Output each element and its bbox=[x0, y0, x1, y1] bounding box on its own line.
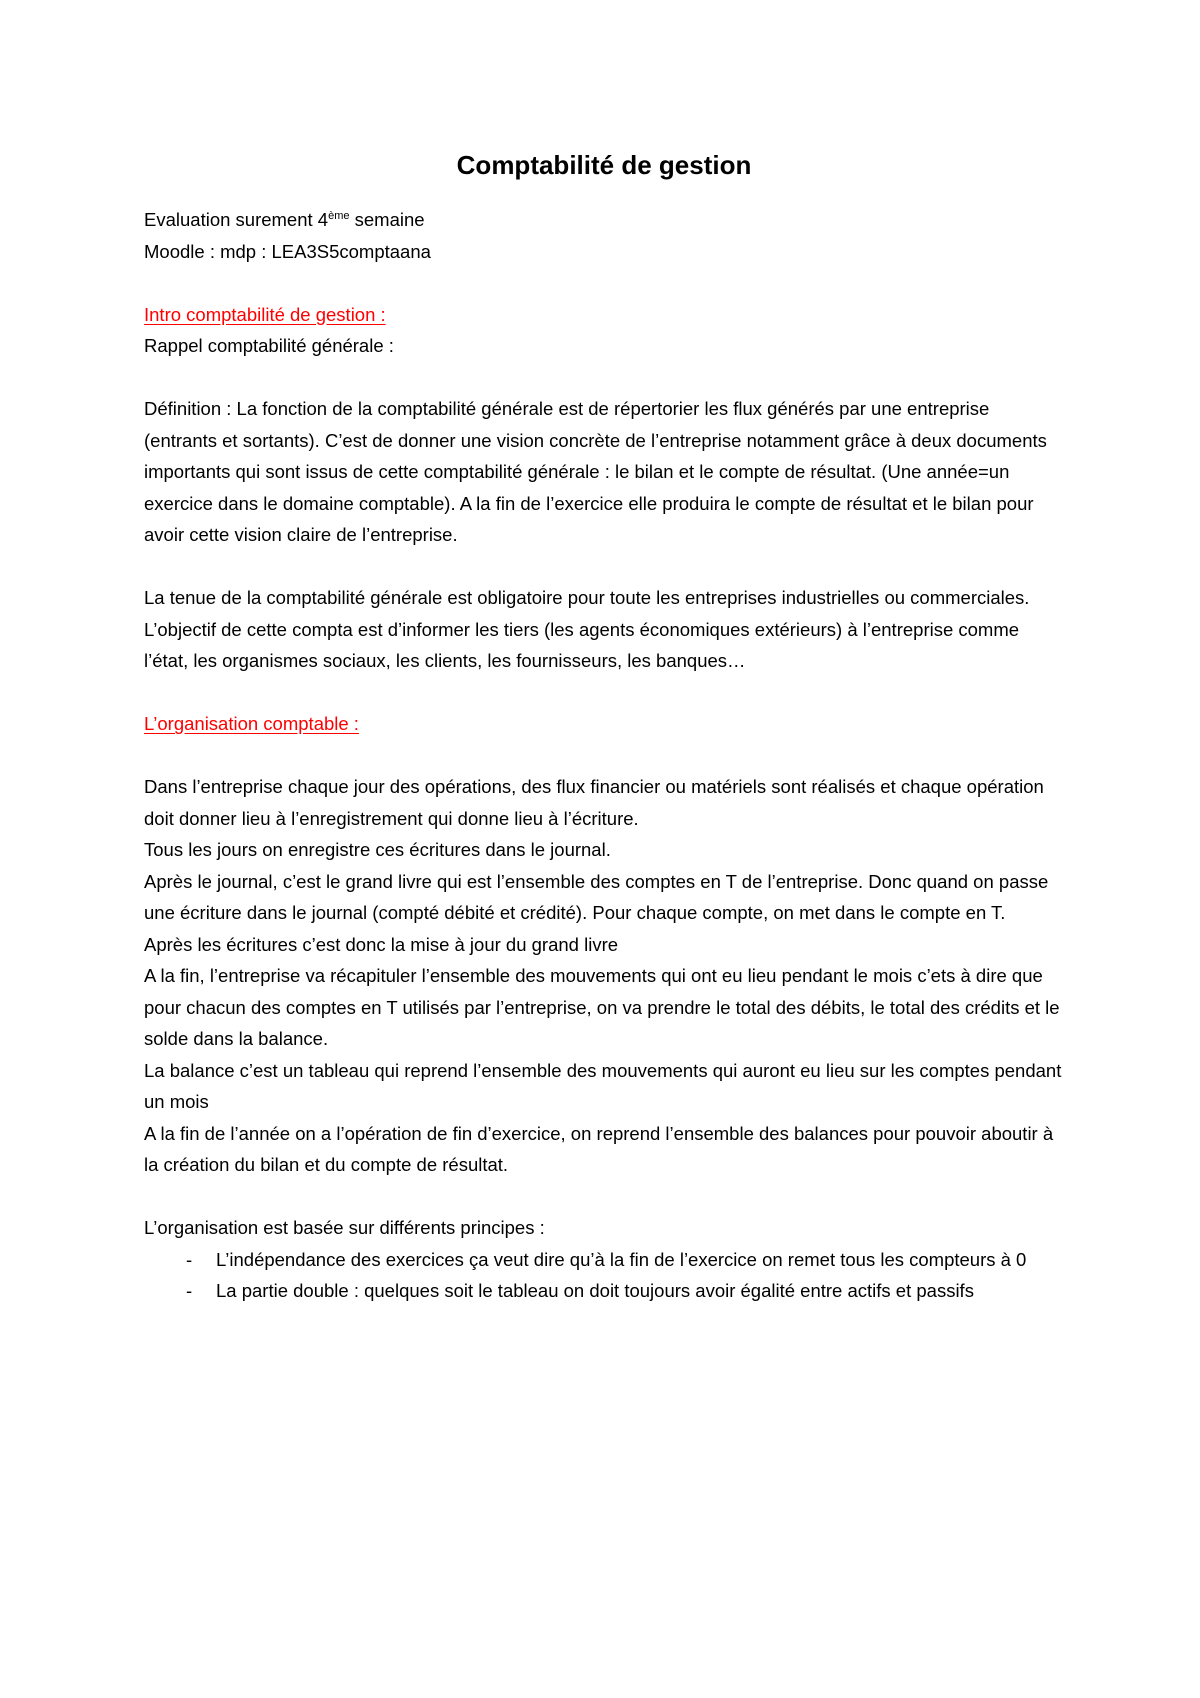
paragraph-objectif: L’objectif de cette compta est d’informer les tiers (les agents économiques extérieurs) à l’entreprise comme l’état, les organismes sociaux, les clients, les fournisseurs, les banques… bbox=[144, 618, 1020, 671]
paragraph-journal: Tous les jours on enregistre ces écritures dans le journal. bbox=[144, 839, 611, 860]
dash-bullet: - bbox=[186, 1248, 193, 1270]
document-content bbox=[144, 148, 1064, 1307]
evaluation-suffix: semaine bbox=[349, 209, 425, 230]
paragraph-tenue: La tenue de la comptabilité générale est obligatoire pour toute les entreprises industrielles ou commerciales. bbox=[144, 587, 1030, 608]
paragraph-definition: Définition : La fonction de la comptabilité générale est de répertorier les flux générés par une entreprise (entrants et sortants). C’est de donner une vision concrète de l’entreprise notamment grâce à deux documents importants qui sont issus de cette comptabilité générale : le bilan et le compte de résultat. (Une année=un exercice dans le domaine comptable). A la fin de l’exercice elle produira le compte de résultat et le bilan pour avoir cette vision claire de l’entreprise. bbox=[144, 398, 1047, 545]
section-heading-intro bbox=[144, 299, 1064, 331]
paragraph-principes: L’organisation est basée sur différents principes : bbox=[144, 1217, 545, 1238]
evaluation-superscript: ème bbox=[328, 210, 350, 222]
spacer bbox=[144, 740, 1064, 772]
list-item-text: L’indépendance des exercices ça veut dire qu’à la fin de l’exercice on remet tous les compteurs à 0 bbox=[216, 1248, 1027, 1270]
spacer bbox=[144, 551, 1064, 583]
subheading-rappel: Rappel comptabilité générale : bbox=[144, 335, 394, 356]
paragraph-mise-a-jour: Après les écritures c’est donc la mise à jour du grand livre bbox=[144, 933, 619, 955]
dash-bullet: - bbox=[186, 1280, 193, 1301]
list-item bbox=[144, 1244, 1064, 1276]
evaluation-line bbox=[144, 204, 1064, 236]
spacer bbox=[144, 362, 1064, 394]
paragraph-operations: Dans l’entreprise chaque jour des opérations, des flux financier ou matériels sont réalisés et chaque opération doit donner lieu à l’enregistrement qui donne lieu à l’écriture. bbox=[144, 776, 1044, 829]
spacer bbox=[144, 677, 1064, 709]
section-heading-intro-text: Intro comptabilité de gestion : bbox=[144, 303, 386, 325]
list-item bbox=[144, 1275, 1064, 1307]
document-title: Comptabilité de gestion bbox=[456, 150, 752, 180]
spacer bbox=[144, 1181, 1064, 1213]
list-item-text: La partie double : quelques soit le tableau on doit toujours avoir égalité entre actifs et passifs bbox=[216, 1280, 974, 1301]
paragraph-fin-exercice: A la fin de l’année on a l’opération de fin d’exercice, on reprend l’ensemble des balances pour pouvoir aboutir à la création du bilan et du compte de résultat. bbox=[144, 1122, 1054, 1175]
section-heading-organisation-text: L’organisation comptable : bbox=[144, 713, 359, 734]
moodle-line: Moodle : mdp : LEA3S5comptaana bbox=[144, 240, 431, 262]
principles-list bbox=[144, 1244, 1064, 1307]
spacer bbox=[144, 267, 1064, 299]
paragraph-balance: La balance c’est un tableau qui reprend l’ensemble des mouvements qui auront eu lieu sur les comptes pendant un mois bbox=[144, 1059, 1062, 1112]
paragraph-recapitulatif: A la fin, l’entreprise va récapituler l’ensemble des mouvements qui ont eu lieu pendant le mois c’ets à dire que pour chacun des comptes en T utilisés par l’entreprise, on va prendre le total des débits, le total des crédits et le solde dans la balance. bbox=[144, 965, 1060, 1049]
section-heading-organisation bbox=[144, 708, 1064, 740]
paragraph-grand-livre: Après le journal, c’est le grand livre qui est l’ensemble des comptes en T de l’entreprise. Donc quand on passe une écriture dans le journal (compté débité et crédité). Pour chaque compte, on met dans le compte en T. bbox=[144, 870, 1049, 923]
evaluation-text: Evaluation surement 4 bbox=[144, 209, 329, 230]
